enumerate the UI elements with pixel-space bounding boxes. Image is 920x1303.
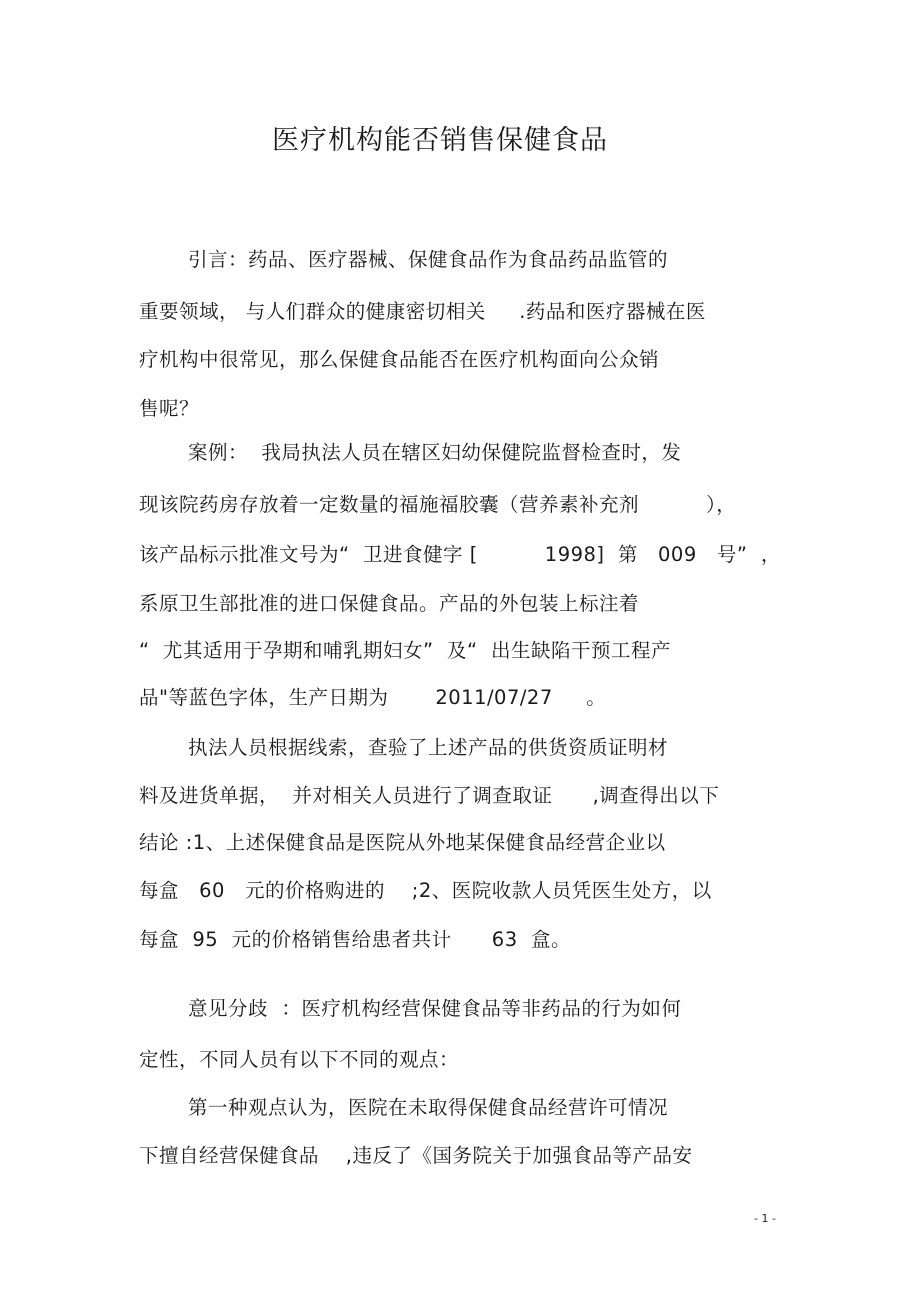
paragraph-line: 料及进货单据， 并对相关人员进行了调查取证 ,调查得出以下: [139, 784, 720, 807]
paragraph-line: “ 尤其适用于孕期和哺乳期妇女” 及“ 出生缺陷干预工程产: [139, 639, 671, 662]
paragraph-line: 售呢？: [139, 397, 200, 420]
paragraph-line: 现该院药房存放着一定数量的福施福胶囊（营养素补充剂 ），: [139, 493, 737, 516]
paragraph-line: 执法人员根据线索，查验了上述产品的供货资质证明材: [188, 736, 669, 759]
paragraph-line: 重要领域， 与人们群众的健康密切相关 .药品和医疗器械在医: [139, 300, 706, 323]
paragraph-line: 疗机构中很常见，那么保健食品能否在医疗机构面向公众销: [139, 348, 660, 371]
paragraph-line: 该产品标示批准文号为“ 卫进食健字 [ 1998] 第 009 号” ，: [139, 543, 781, 566]
paragraph-line: 意见分歧 ：医疗机构经营保健食品等非药品的行为如何: [188, 997, 682, 1020]
paragraph-line: 引言：药品、医疗器械、保健食品作为食品药品监管的: [188, 248, 669, 271]
paragraph-line: 每盒 60 元的价格购进的 ;2、医院收款人员凭医生处方，以: [139, 879, 712, 902]
paragraph-line: 结论 :1、上述保健食品是医院从外地某保健食品经营企业以: [139, 831, 666, 854]
paragraph-line: 定性，不同人员有以下不同的观点：: [139, 1048, 460, 1071]
paragraph-line: 第一种观点认为，医院在未取得保健食品经营许可情况: [188, 1096, 669, 1119]
document-title: 医疗机构能否销售保健食品: [272, 125, 608, 156]
paragraph-line: 案例： 我局执法人员在辖区妇幼保健院监督检查时，发: [188, 441, 682, 464]
paragraph-line: 下擅自经营保健食品 ,违反了《国务院关于加强食品等产品安: [139, 1144, 693, 1167]
paragraph-line: 系原卫生部批准的进口保健食品。产品的外包装上标注着: [139, 592, 640, 615]
page-number: - 1 -: [754, 1212, 776, 1225]
paragraph-line: 每盒 95 元的价格销售给患者共计 63 盒。: [139, 928, 572, 951]
paragraph-line: 品"等蓝色字体，生产日期为 2011/07/27 。: [139, 686, 607, 709]
